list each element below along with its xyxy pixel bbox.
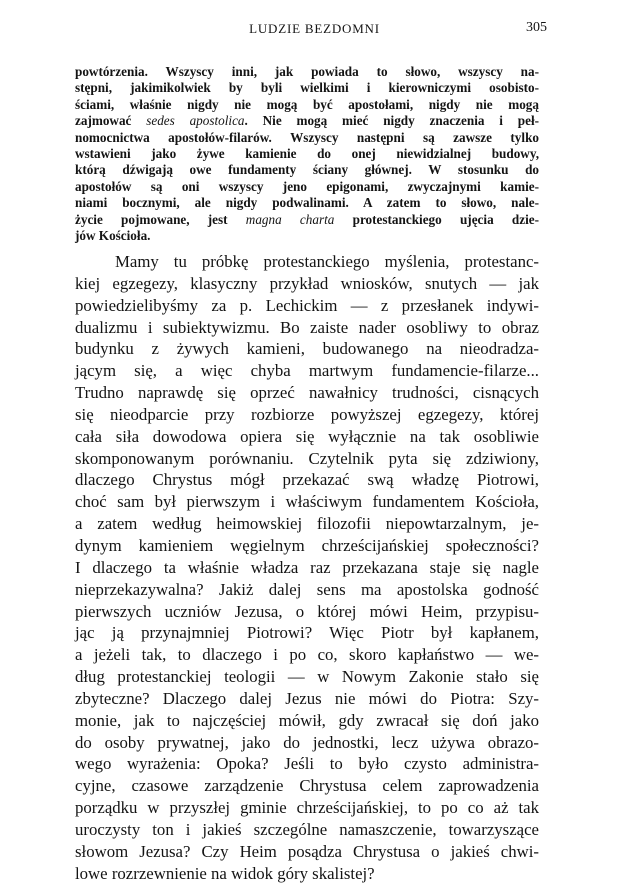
running-title: LUDZIE BEZDOMNI bbox=[249, 21, 380, 36]
text-segment: ściami, właśnie nigdy nie mogą być apostołami, nigdy nie mogą bbox=[75, 96, 539, 112]
italic-phrase: sedes apostolica bbox=[146, 113, 245, 129]
text-segment: niami bocznymi, ale nigdy podwalinami. A zatem to słowo, nale- bbox=[75, 195, 539, 211]
body-line: pierwszych uczniów Jezusa, o której mówi Heim, przypisu- bbox=[75, 601, 539, 621]
body-line: Mamy tu próbkę protestanckiego myślenia, protestanc- bbox=[115, 252, 539, 271]
body-line: słowom Jezusa? Czy Heim posądza Chrystusa o jakieś chwi- bbox=[75, 841, 539, 861]
text-segment: stępni, jakimikolwiek by byli wielkimi i kierowniczymi osobisto- bbox=[75, 80, 539, 96]
body-line: jąc ją przynajmniej Piotrowi? Więc Piotr był kapłanem, bbox=[75, 623, 539, 643]
body-line: cyjne, czasowe zarządzenie Chrystusa celem zaprowadzenia bbox=[75, 776, 539, 796]
quote-line bbox=[75, 130, 539, 146]
body-line: a zatem według heimowskiej filozofii niepowtarzalnym, je- bbox=[75, 514, 539, 534]
quote-line bbox=[75, 212, 539, 228]
body-line: a jeżeli tak, to dlaczego i po co, skoro kapłaństwo — we- bbox=[75, 645, 539, 665]
quote-line bbox=[75, 146, 539, 162]
body-line: nieprzekazywalna? Jakiż dalej sens ma apostolska godność bbox=[75, 579, 539, 599]
body-line: cała siła dowodowa opiera się wyłącznie na tak osobliwie bbox=[75, 426, 539, 446]
body-line: porządku w przyszłej gminie chrześcijańskiej, to po co aż tak bbox=[75, 798, 539, 818]
body-line: dług protestanckiej teologii — w Nowym Zakonie stało się bbox=[75, 667, 539, 687]
quote-line bbox=[75, 179, 539, 195]
text-segment: wstawieni jako żywe kamienie do onej niewidzialnej budowy, bbox=[75, 145, 539, 161]
quote-line bbox=[75, 80, 539, 96]
body-line: Trudno naprawdę się oprzeć nawałnicy trudności, cisnących bbox=[75, 383, 539, 403]
text-segment: jów Kościoła. bbox=[75, 227, 151, 243]
body-line: kiej egzegezy, klasyczny przykład wniosków, snutych — jak bbox=[75, 273, 539, 293]
quote-line bbox=[75, 113, 539, 129]
body-line: choć sam był pierwszym i właściwym fundamentem Kościoła, bbox=[75, 492, 539, 512]
body-line: jącym się, a więc chyba martwym fundamencie-filarze... bbox=[75, 361, 539, 381]
body-line: dynym kamieniem węgielnym chrześcijańskiej społeczności? bbox=[75, 535, 539, 555]
text-segment: protestanckiego ujęcia dzie- bbox=[334, 211, 539, 227]
body-line: do osoby prywatnej, jako do jednostki, lecz używa obrazo- bbox=[75, 732, 539, 752]
body-line: zbyteczne? Dlaczego dalej Jezus nie mówi do Piotra: Szy- bbox=[75, 688, 539, 708]
quote-line bbox=[75, 64, 539, 80]
text-segment: nomocnictwa apostołów-filarów. Wszyscy następni są zawsze tylko bbox=[75, 129, 539, 145]
body-line: monie, jak to najczęściej mówił, gdy zwracał się doń jako bbox=[75, 710, 539, 730]
quoted-passage bbox=[75, 64, 539, 244]
body-paragraph bbox=[75, 251, 539, 884]
italic-phrase: magna charta bbox=[245, 211, 335, 227]
text-segment: apostołów są oni wszyscy jeno epigonami, zwyczajnymi kamie- bbox=[75, 178, 539, 194]
quote-line bbox=[75, 97, 539, 113]
quote-line bbox=[75, 162, 539, 178]
body-line: skomponowanym porównaniu. Czytelnik pyta się zdziwiony, bbox=[75, 448, 539, 468]
text-segment: życie pojmowane, jest bbox=[75, 211, 246, 227]
body-line: wego wyrażenia: Opoka? Jeśli to było czysto administra- bbox=[75, 754, 539, 774]
text-segment: którą dźwigają owe fundamenty ściany głównej. W stosunku do bbox=[75, 162, 539, 178]
body-line: powiedzielibyśmy za p. Lechickim — z przesłanek indywi- bbox=[75, 295, 539, 315]
body-line: dlaczego Chrystus mógł przekazać swą władzę Piotrowi, bbox=[75, 470, 539, 490]
page-number: 305 bbox=[526, 20, 547, 35]
body-line: lowe rozrzewnienie na widok góry skalistej? bbox=[75, 863, 375, 883]
body-line: I dlaczego ta właśnie władza raz przekazana staje się nagle bbox=[75, 557, 539, 577]
body-line: uroczysty ton i jakieś szczególne namaszczenie, towarzyszące bbox=[75, 819, 539, 839]
quote-line bbox=[75, 228, 539, 244]
quote-line bbox=[75, 195, 539, 211]
body-line: dualizmu i subiektywizmu. Bo zaiste nader osobliwy to obraz bbox=[75, 317, 539, 337]
body-line: budynku z żywych kamieni, budowanego na nieodradza- bbox=[75, 339, 539, 359]
text-segment: powtórzenia. Wszyscy inni, jak powiada to słowo, wszyscy na- bbox=[75, 64, 539, 79]
text-segment: . Nie mogą mieć nigdy znaczenia i peł- bbox=[244, 113, 540, 129]
body-line: się nieodparcie przy rozbiorze powyższej egzegezy, której bbox=[75, 404, 539, 424]
text-segment: zajmować bbox=[75, 113, 147, 129]
